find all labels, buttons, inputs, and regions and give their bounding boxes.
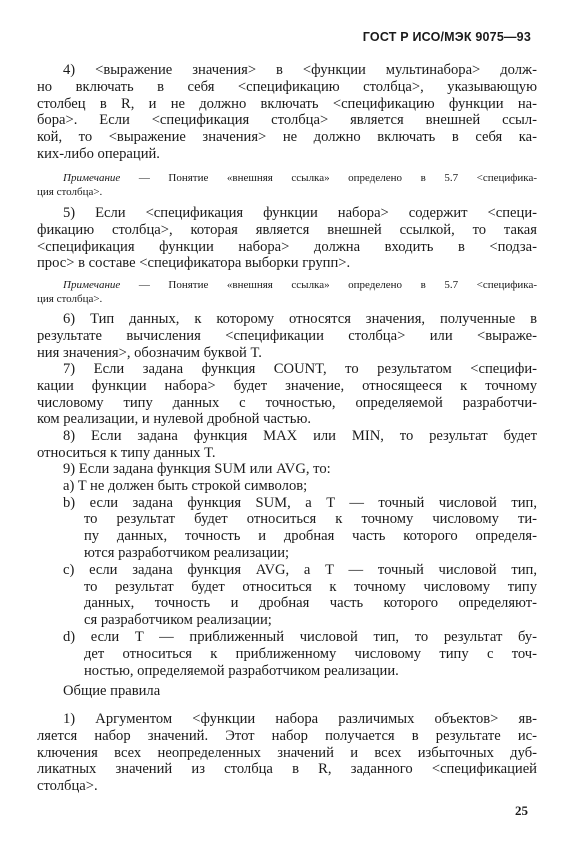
text-line: относиться к типу данных T. [37,444,216,461]
text-line: числовому типу данных с точностью, определяемой разработчи- [37,394,537,411]
list-item: данных, точность и дробная часть которого определяют- [84,595,537,612]
text-line: результате вычисления <спецификации столбца> или <выраже- [37,327,537,344]
section-title: Общие правила [63,683,161,699]
general-rule-1 [37,711,537,795]
text-line: 6) Тип данных, к которому относятся значения, полученные в [63,311,537,327]
text-line: ляется набор значений. Этот набор получается в результате ис- [37,727,537,744]
paragraph-6 [37,311,537,361]
paragraph-9 [37,461,537,679]
list-item: пу данных, точность и дробная часть которого определя- [84,528,537,545]
text-line: 1) Аргументом <функции набора различимых объектов> яв- [63,711,537,727]
section-heading [37,683,537,700]
list-item: b) если задана функция SUM, а T — точный числовой тип, [63,494,537,511]
note-line: ция столбца>. [37,293,103,305]
text-line: бора>. Если <спецификация столбца> является внешней ссыл- [37,112,537,129]
list-item: d) если T — приближенный числовой тип, то результат бу- [63,628,537,645]
list-item: c) если задана функция AVG, а T — точный числовой тип, [63,561,537,578]
list-item: a) T не должен быть строкой символов; [63,477,308,494]
list-item: ностью, определяемой разработчиком реализации. [84,662,399,679]
text-line: столбца>. [37,778,98,795]
note-2 [37,278,537,306]
text-line: 4) <выражение значения> в <функции мультинабора> долж- [63,62,537,78]
note-1 [37,171,537,199]
note-line [37,278,537,292]
paragraph-8 [37,428,537,462]
list-item: то результат будет относиться к точному числовому типу [84,578,537,595]
text-line: ком реализации, и нулевой дробной частью. [37,411,311,428]
paragraph-5 [37,205,537,272]
list-sub-d [37,629,537,679]
list-item: ются разработчиком реализации; [84,544,290,561]
list-sub-b [37,495,537,562]
text-line: столбец в R, и не должно включать <спецификацию функции на- [37,95,537,112]
text-line: но включать в себя <спецификацию столбца>, указывающую [37,78,537,95]
text-line: фикацию столбца>, которая является внешней ссылкой, то такая [37,221,537,238]
list-item: дет относиться к приближенному числовому типу с точ- [84,645,537,662]
page-header: ГОСТ Р ИСО/МЭК 9075—93 [362,30,531,44]
note-line [37,171,537,185]
list-item: то результат будет относиться к точному числовому ти- [84,511,537,528]
text-line: <спецификация функции набора> должна входить в <подза- [37,238,537,255]
text-line: ких-либо операций. [37,145,160,162]
list-sub-a [37,478,537,495]
paragraph-4 [37,62,537,163]
page-number: 25 [515,803,528,818]
text-line: прос> в составе <спецификатора выборки групп>. [37,255,351,272]
list-item: ся разработчиком реализации; [84,612,272,629]
text-line: 8) Если задана функция MAX или MIN, то результат будет [63,428,537,444]
list-sub-c [37,562,537,629]
note-line: ция столбца>. [37,186,103,198]
text-line: ликатных значений из столбца в R, заданного <спецификацией [37,761,537,778]
text-line: ключения всех неопределенных значений и всех избыточных дуб- [37,744,537,761]
text-line: кой, то <выражение значения> не должно включать в себя ка- [37,129,537,146]
text-line: 9) Если задана функция SUM или AVG, то: [63,461,331,477]
text-line: ния значения>, обозначим буквой T. [37,344,262,361]
note-label: Примечание [63,172,121,184]
note-label: Примечание [63,279,121,291]
text-line: 5) Если <спецификация функции набора> содержит <специ- [63,205,537,221]
text-line: кации функции набора> будет значение, относящееся к точному [37,377,537,394]
text-line: 7) Если задана функция COUNT, то результатом <специфи- [63,361,537,377]
note-text: — Понятие «внешняя ссылка» определено в 5.7 <специфика- [120,279,537,291]
paragraph-7 [37,361,537,428]
note-text: — Понятие «внешняя ссылка» определено в 5.7 <специфика- [120,172,537,184]
